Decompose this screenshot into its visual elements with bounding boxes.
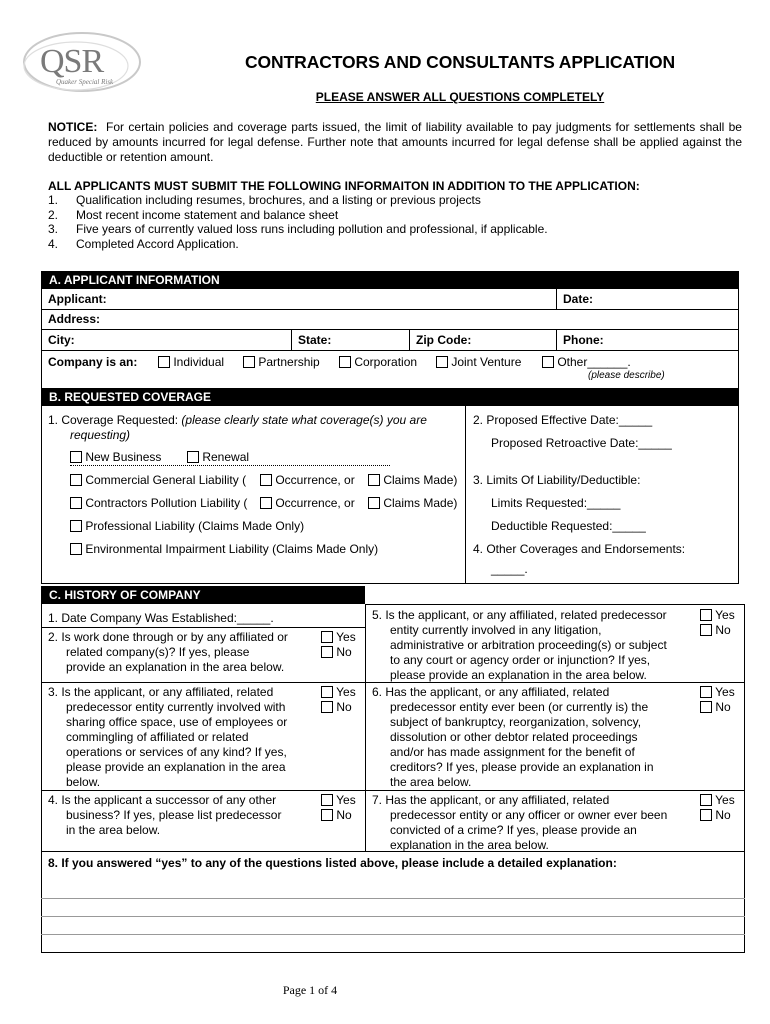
q5-yes[interactable]: Yes — [700, 608, 735, 622]
coverage-environmental[interactable]: Environmental Impairment Liability (Claims Made Only) — [70, 542, 378, 556]
retroactive-date-field[interactable]: Proposed Retroactive Date:_____ — [491, 436, 672, 450]
cpl-occurrence[interactable]: Occurrence, or — [260, 496, 355, 510]
coverage-professional[interactable]: Professional Liability (Claims Made Only) — [70, 519, 304, 533]
option-corporation[interactable]: Corporation — [339, 355, 417, 369]
address-field[interactable]: Address: — [48, 312, 101, 326]
checkbox[interactable] — [70, 451, 82, 463]
form-title: CONTRACTORS AND CONSULTANTS APPLICATION — [244, 52, 676, 72]
checkbox[interactable] — [70, 474, 82, 486]
list-item: 1. Qualification including resumes, brochures, and a listing or previous projects — [48, 193, 481, 207]
option-joint-venture[interactable]: Joint Venture — [436, 355, 521, 369]
checkbox[interactable] — [700, 809, 712, 821]
checkbox[interactable] — [187, 451, 199, 463]
option-renewal[interactable]: Renewal — [187, 450, 249, 464]
svg-text:QSR: QSR — [40, 43, 104, 80]
coverage-cgl[interactable]: Commercial General Liability ( — [70, 473, 246, 487]
coverage-requested-question: 1. Coverage Requested: (please clearly state what coverage(s) you are — [48, 413, 427, 427]
limits-requested-field[interactable]: Limits Requested:_____ — [491, 496, 621, 510]
q2-no[interactable]: No — [321, 645, 352, 659]
other-coverages-field[interactable]: _____. — [491, 562, 528, 576]
checkbox[interactable] — [436, 356, 448, 368]
other-coverages-heading: 4. Other Coverages and Endorsements: — [473, 542, 686, 556]
cpl-claims-made[interactable]: Claims Made) — [368, 496, 457, 510]
q5-no[interactable]: No — [700, 623, 731, 637]
coverage-cpl[interactable]: Contractors Pollution Liability ( — [70, 496, 247, 510]
checkbox[interactable] — [700, 609, 712, 621]
date-field[interactable]: Date: — [563, 292, 594, 306]
q6-no[interactable]: No — [700, 700, 731, 714]
svg-text:Quaker Special Risk: Quaker Special Risk — [56, 78, 114, 86]
company-type-label: Company is an: — [48, 355, 138, 369]
option-other[interactable]: Other______. — [542, 355, 631, 369]
effective-date-field[interactable]: 2. Proposed Effective Date:_____ — [473, 413, 653, 427]
question-7: 7. Has the applicant, or any affiliated, related predecessor entity or any officer or owner ever been convicted of a crime? If yes, please provide an explanation in the area below. — [372, 793, 668, 852]
phone-field[interactable]: Phone: — [563, 333, 604, 347]
checkbox[interactable] — [542, 356, 554, 368]
applicant-field[interactable]: Applicant: — [48, 292, 107, 306]
deductible-field[interactable]: Deductible Requested:_____ — [491, 519, 646, 533]
explanation-area[interactable] — [42, 872, 744, 952]
checkbox[interactable] — [700, 794, 712, 806]
checkbox[interactable] — [368, 474, 380, 486]
state-field[interactable]: State: — [298, 333, 332, 347]
section-c-header: C. HISTORY OF COMPANY — [41, 586, 365, 604]
section-b-header: B. REQUESTED COVERAGE — [41, 388, 739, 406]
option-partnership[interactable]: Partnership — [243, 355, 320, 369]
checkbox[interactable] — [70, 497, 82, 509]
checkbox[interactable] — [339, 356, 351, 368]
q7-no[interactable]: No — [700, 808, 731, 822]
question-4: 4. Is the applicant a successor of any other business? If yes, please list predecessor in the area below. — [48, 793, 282, 837]
notice-paragraph — [48, 120, 742, 165]
checkbox[interactable] — [260, 474, 272, 486]
question-3: 3. Is the applicant, or any affiliated, related predecessor entity currently involved with sharing office space, use of employees or commingling of affiliated or related operations or services of any kind? If yes, please provide an explanation in the area below. — [48, 685, 288, 789]
list-item: 2. Most recent income statement and balance sheet — [48, 207, 339, 222]
list-item: 4. Completed Accord Application. — [48, 237, 239, 252]
cgl-occurrence[interactable]: Occurrence, or — [260, 473, 355, 487]
city-field[interactable]: City: — [48, 333, 75, 347]
option-new-business[interactable]: New Business — [70, 450, 161, 464]
checkbox[interactable] — [243, 356, 255, 368]
q3-yes[interactable]: Yes — [321, 685, 356, 699]
checkbox[interactable] — [321, 794, 333, 806]
checkbox[interactable] — [321, 809, 333, 821]
please-describe-note: (please describe) — [588, 370, 665, 381]
q4-yes[interactable]: Yes — [321, 793, 356, 807]
checkbox[interactable] — [700, 624, 712, 636]
checkbox[interactable] — [321, 646, 333, 658]
checkbox[interactable] — [70, 543, 82, 555]
notice-label: NOTICE: — [48, 120, 98, 134]
checkbox[interactable] — [368, 497, 380, 509]
checkbox[interactable] — [70, 520, 82, 532]
requirements-list — [48, 193, 748, 252]
requirements-heading: ALL APPLICANTS MUST SUBMIT THE FOLLOWING INFORMAITON IN ADDITION TO THE APPLICATION: — [48, 179, 640, 193]
limits-heading: 3. Limits Of Liability/Deductible: — [473, 473, 641, 487]
cgl-claims-made[interactable]: Claims Made) — [368, 473, 457, 487]
q6-yes[interactable]: Yes — [700, 685, 735, 699]
qsr-logo — [20, 30, 160, 94]
q3-no[interactable]: No — [321, 700, 352, 714]
question-5: 5. Is the applicant, or any affiliated, related predecessor entity currently involved in any litigation, administrative or arbitration proceeding(s) or subject to any court or agency order or injunction? If yes, please provide an explanation in the area below. — [372, 608, 667, 682]
checkbox[interactable] — [321, 631, 333, 643]
checkbox[interactable] — [700, 686, 712, 698]
option-individual[interactable]: Individual — [158, 355, 224, 369]
checkbox[interactable] — [700, 701, 712, 713]
checkbox[interactable] — [158, 356, 170, 368]
coverage-requested-continued: requesting) — [70, 428, 131, 442]
section-a-header: A. APPLICANT INFORMATION — [41, 271, 739, 289]
question-6: 6. Has the applicant, or any affiliated, related predecessor entity ever been (or currently is) the subject of bankruptcy, reorganization, solvency, dissolution or other debtor related proceedings and/or has made assignment for the benefit of creditors? If yes, please provide an explanation in the area below. — [372, 685, 654, 789]
explanation-heading: 8. If you answered “yes” to any of the questions listed above, please include a detailed explanation: — [48, 856, 617, 870]
checkbox[interactable] — [260, 497, 272, 509]
q4-no[interactable]: No — [321, 808, 352, 822]
checkbox[interactable] — [321, 686, 333, 698]
zip-code-field[interactable]: Zip Code: — [416, 333, 472, 347]
checkbox[interactable] — [321, 701, 333, 713]
notice-text: For certain policies and coverage parts issued, the limit of liability available to pay judgments for settlements shall be reduced by amounts incurred for legal defense. Further note that amounts incurred for legal defense shall be applied against the deductible or retention amount. — [48, 120, 742, 164]
form-subtitle: PLEASE ANSWER ALL QUESTIONS COMPLETELY — [315, 90, 605, 104]
question-2: 2. Is work done through or by any affiliated or related company(s)? If yes, please provide an explanation in the area below. — [48, 630, 288, 674]
q7-yes[interactable]: Yes — [700, 793, 735, 807]
established-date-field[interactable]: 1. Date Company Was Established:_____. — [48, 611, 274, 625]
list-item: 3. Five years of currently valued loss runs including pollution and professional, if applicable. — [48, 222, 548, 237]
q2-yes[interactable]: Yes — [321, 630, 356, 644]
page-number: Page 1 of 4 — [282, 983, 338, 997]
